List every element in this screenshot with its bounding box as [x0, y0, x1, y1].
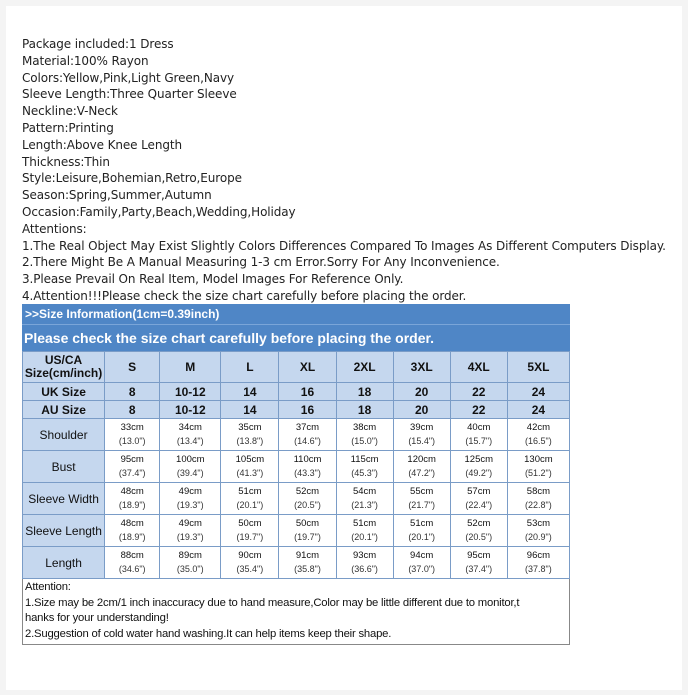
size-table: [22, 351, 570, 579]
measure-cm: 48cm: [120, 486, 144, 497]
size-check-notice: Please check the size chart carefully before placing the order.: [22, 324, 570, 351]
size-label: L: [221, 352, 279, 383]
description-line: Material:100% Rayon: [22, 53, 149, 68]
uk-size-value: 16: [279, 383, 336, 401]
measure-inch: (47.2"): [408, 468, 436, 478]
measure-inch: (19.3"): [176, 532, 204, 542]
description-line: Thickness:Thin: [22, 154, 110, 169]
size-attention-note: [22, 579, 570, 645]
measure-inch: (13.4"): [176, 436, 204, 446]
measure-inch: (34.6"): [118, 564, 146, 574]
measure-inch: (37.0"): [408, 564, 436, 574]
measure-label: Length: [23, 547, 105, 579]
measure-inch: (35.0"): [176, 564, 204, 574]
measure-cm: 130cm: [524, 454, 553, 465]
measure-row: [23, 419, 570, 451]
measure-cell: [160, 451, 221, 483]
measure-inch: (35.8"): [294, 564, 321, 574]
measure-cell: [450, 515, 507, 547]
measure-inch: (35.4"): [236, 564, 264, 574]
size-label: 5XL: [507, 352, 569, 383]
measure-cell: [393, 451, 450, 483]
measure-inch: (13.8"): [236, 436, 264, 446]
measure-cell: [336, 547, 393, 579]
measure-cell: [393, 547, 450, 579]
measure-cm: 57cm: [467, 486, 491, 497]
measure-cell: [105, 515, 160, 547]
measure-inch: (20.5"): [294, 500, 321, 510]
measure-cm: 88cm: [120, 550, 144, 561]
measure-inch: (15.4"): [408, 436, 436, 446]
uk-size-row: [23, 383, 570, 401]
measure-row: [23, 515, 570, 547]
measure-cell: [507, 515, 569, 547]
measure-inch: (45.3"): [351, 468, 378, 478]
measure-cell: [279, 419, 336, 451]
measure-cm: 105cm: [235, 454, 265, 465]
measure-cm: 33cm: [120, 422, 144, 433]
measure-cm: 42cm: [526, 422, 551, 433]
uk-size-value: 18: [336, 383, 393, 401]
measure-cm: 52cm: [467, 518, 491, 529]
measure-cm: 50cm: [295, 518, 320, 529]
size-label: 4XL: [450, 352, 507, 383]
measure-cell: [507, 451, 569, 483]
measure-cell: [507, 483, 569, 515]
measure-cell: [279, 515, 336, 547]
measure-cell: [105, 547, 160, 579]
uk-size-value: 8: [105, 383, 160, 401]
au-size-value: 20: [393, 401, 450, 419]
measure-cm: 51cm: [238, 486, 262, 497]
description-line: 4.Attention!!!Please check the size chart carefully before placing the order.: [22, 288, 467, 303]
description-line: Pattern:Printing: [22, 120, 114, 135]
measure-inch: (49.2"): [465, 468, 493, 478]
measure-cell: [105, 483, 160, 515]
measure-cell: [221, 515, 279, 547]
measure-inch: (20.1"): [351, 532, 378, 542]
measure-cm: 90cm: [238, 550, 262, 561]
measure-cell: [160, 515, 221, 547]
measure-cell: [450, 547, 507, 579]
corner-line-2: Size(cm/inch): [24, 366, 103, 380]
au-size-value: 22: [450, 401, 507, 419]
measure-cell: [393, 419, 450, 451]
measure-cell: [279, 451, 336, 483]
measure-cm: 51cm: [352, 518, 377, 529]
size-info-header: >>Size Information(1cm=0.39inch): [22, 304, 570, 324]
size-label: 2XL: [336, 352, 393, 383]
corner-line-1: US/CA: [44, 353, 83, 367]
measure-cell: [160, 547, 221, 579]
attention-line: 2.Suggestion of cold water hand washing.It can help items keep their shape.: [25, 627, 392, 640]
measure-cm: 48cm: [120, 518, 144, 529]
measure-cell: [105, 419, 160, 451]
description-line: 3.Please Prevail On Real Item, Model Images For Reference Only.: [22, 272, 404, 287]
description-line: 1.The Real Object May Exist Slightly Colors Differences Compared To Images As Different Computers Display.: [22, 238, 666, 253]
measure-cell: [221, 451, 279, 483]
measure-cell: [393, 483, 450, 515]
measure-inch: (51.2"): [525, 468, 552, 478]
description-line: Season:Spring,Summer,Autumn: [22, 188, 212, 203]
measure-cell: [336, 515, 393, 547]
uk-size-value: 14: [221, 383, 279, 401]
au-size-value: 10-12: [160, 401, 221, 419]
measure-cell: [450, 419, 507, 451]
measure-cell: [336, 451, 393, 483]
measure-inch: (20.5"): [465, 532, 493, 542]
measure-inch: (21.7"): [408, 500, 436, 510]
measure-cm: 54cm: [352, 486, 377, 497]
measure-cell: [450, 483, 507, 515]
size-header-row: [23, 352, 570, 383]
measure-cm: 110cm: [293, 454, 322, 465]
size-corner-cell: [23, 352, 105, 383]
measure-cm: 35cm: [238, 422, 262, 433]
au-size-value: 24: [507, 401, 569, 419]
measure-inch: (16.5"): [525, 436, 552, 446]
description-line: Style:Leisure,Bohemian,Retro,Europe: [22, 171, 242, 186]
au-size-value: 8: [105, 401, 160, 419]
measure-inch: (18.9"): [118, 532, 146, 542]
size-label: S: [105, 352, 160, 383]
attention-line: Attention:: [25, 581, 71, 593]
measure-cm: 95cm: [467, 550, 491, 561]
product-description: [22, 36, 672, 305]
measure-cm: 115cm: [350, 454, 379, 465]
measure-inch: (22.4"): [465, 500, 493, 510]
measure-inch: (20.1"): [236, 500, 264, 510]
uk-size-label: UK Size: [23, 383, 105, 401]
measure-label: Sleeve Length: [23, 515, 105, 547]
uk-size-value: 22: [450, 383, 507, 401]
measure-cm: 58cm: [526, 486, 551, 497]
measure-inch: (39.4"): [176, 468, 204, 478]
measure-cm: 40cm: [467, 422, 491, 433]
measure-cm: 39cm: [410, 422, 434, 433]
measure-cell: [160, 483, 221, 515]
measure-inch: (19.7"): [294, 532, 321, 542]
description-line: Length:Above Knee Length: [22, 137, 182, 152]
measure-cell: [160, 419, 221, 451]
measure-cell: [279, 547, 336, 579]
measure-inch: (21.3"): [351, 500, 378, 510]
measure-inch: (18.9"): [118, 500, 146, 510]
measure-label: Sleeve Width: [23, 483, 105, 515]
description-line: Occasion:Family,Party,Beach,Wedding,Holiday: [22, 204, 296, 219]
measure-cell: [221, 483, 279, 515]
measure-inch: (37.8"): [525, 564, 552, 574]
description-line: Sleeve Length:Three Quarter Sleeve: [22, 87, 237, 102]
measure-cm: 49cm: [178, 518, 202, 529]
au-size-value: 16: [279, 401, 336, 419]
measure-inch: (41.3"): [236, 468, 264, 478]
measure-cm: 91cm: [295, 550, 320, 561]
measure-inch: (19.7"): [236, 532, 264, 542]
measure-row: [23, 451, 570, 483]
measure-cm: 89cm: [178, 550, 202, 561]
measure-inch: (20.9"): [525, 532, 552, 542]
measure-cm: 37cm: [295, 422, 320, 433]
measure-cm: 100cm: [176, 454, 205, 465]
measure-cell: [336, 483, 393, 515]
attention-line: hanks for your understanding!: [25, 612, 169, 624]
measure-cm: 49cm: [178, 486, 202, 497]
measure-cm: 93cm: [352, 550, 377, 561]
measure-cm: 50cm: [238, 518, 262, 529]
size-label: M: [160, 352, 221, 383]
measure-cm: 52cm: [295, 486, 320, 497]
measure-cm: 38cm: [352, 422, 377, 433]
size-label: 3XL: [393, 352, 450, 383]
au-size-value: 14: [221, 401, 279, 419]
measure-inch: (37.4"): [465, 564, 493, 574]
uk-size-value: 10-12: [160, 383, 221, 401]
size-label: XL: [279, 352, 336, 383]
measure-inch: (13.0"): [118, 436, 146, 446]
measure-inch: (15.0"): [351, 436, 378, 446]
measure-inch: (19.3"): [176, 500, 204, 510]
measure-row: [23, 547, 570, 579]
au-size-label: AU Size: [23, 401, 105, 419]
measure-cm: 53cm: [526, 518, 551, 529]
measure-label: Bust: [23, 451, 105, 483]
attention-line: 1.Size may be 2cm/1 inch inaccuracy due to hand measure,Color may be little different due to monitor,t: [25, 596, 520, 609]
measure-inch: (15.7"): [465, 436, 493, 446]
measure-inch: (14.6"): [294, 436, 321, 446]
description-line: Attentions:: [22, 221, 87, 236]
uk-size-value: 24: [507, 383, 569, 401]
measure-inch: (37.4"): [118, 468, 146, 478]
measure-cell: [336, 419, 393, 451]
measure-inch: (22.8"): [525, 500, 552, 510]
measure-cell: [507, 419, 569, 451]
au-size-row: [23, 401, 570, 419]
measure-cell: [393, 515, 450, 547]
measure-cell: [221, 419, 279, 451]
description-line: Neckline:V-Neck: [22, 104, 118, 119]
measure-cell: [279, 483, 336, 515]
measure-cm: 96cm: [526, 550, 551, 561]
measure-inch: (43.3"): [294, 468, 321, 478]
measure-cell: [507, 547, 569, 579]
measure-cm: 95cm: [120, 454, 144, 465]
measure-cm: 94cm: [410, 550, 434, 561]
measure-cell: [105, 451, 160, 483]
measure-cm: 51cm: [410, 518, 434, 529]
measure-row: [23, 483, 570, 515]
uk-size-value: 20: [393, 383, 450, 401]
description-line: Colors:Yellow,Pink,Light Green,Navy: [22, 70, 235, 85]
measure-cell: [221, 547, 279, 579]
au-size-value: 18: [336, 401, 393, 419]
measure-cm: 125cm: [464, 454, 494, 465]
description-line: 2.There Might Be A Manual Measuring 1-3 cm Error.Sorry For Any Inconvenience.: [22, 255, 500, 270]
measure-cm: 34cm: [178, 422, 202, 433]
measure-label: Shoulder: [23, 419, 105, 451]
measure-cell: [450, 451, 507, 483]
description-line: Package included:1 Dress: [22, 37, 174, 51]
measure-cm: 55cm: [410, 486, 434, 497]
measure-inch: (20.1"): [408, 532, 436, 542]
size-chart: [22, 304, 570, 645]
measure-inch: (36.6"): [351, 564, 378, 574]
measure-cm: 120cm: [407, 454, 436, 465]
